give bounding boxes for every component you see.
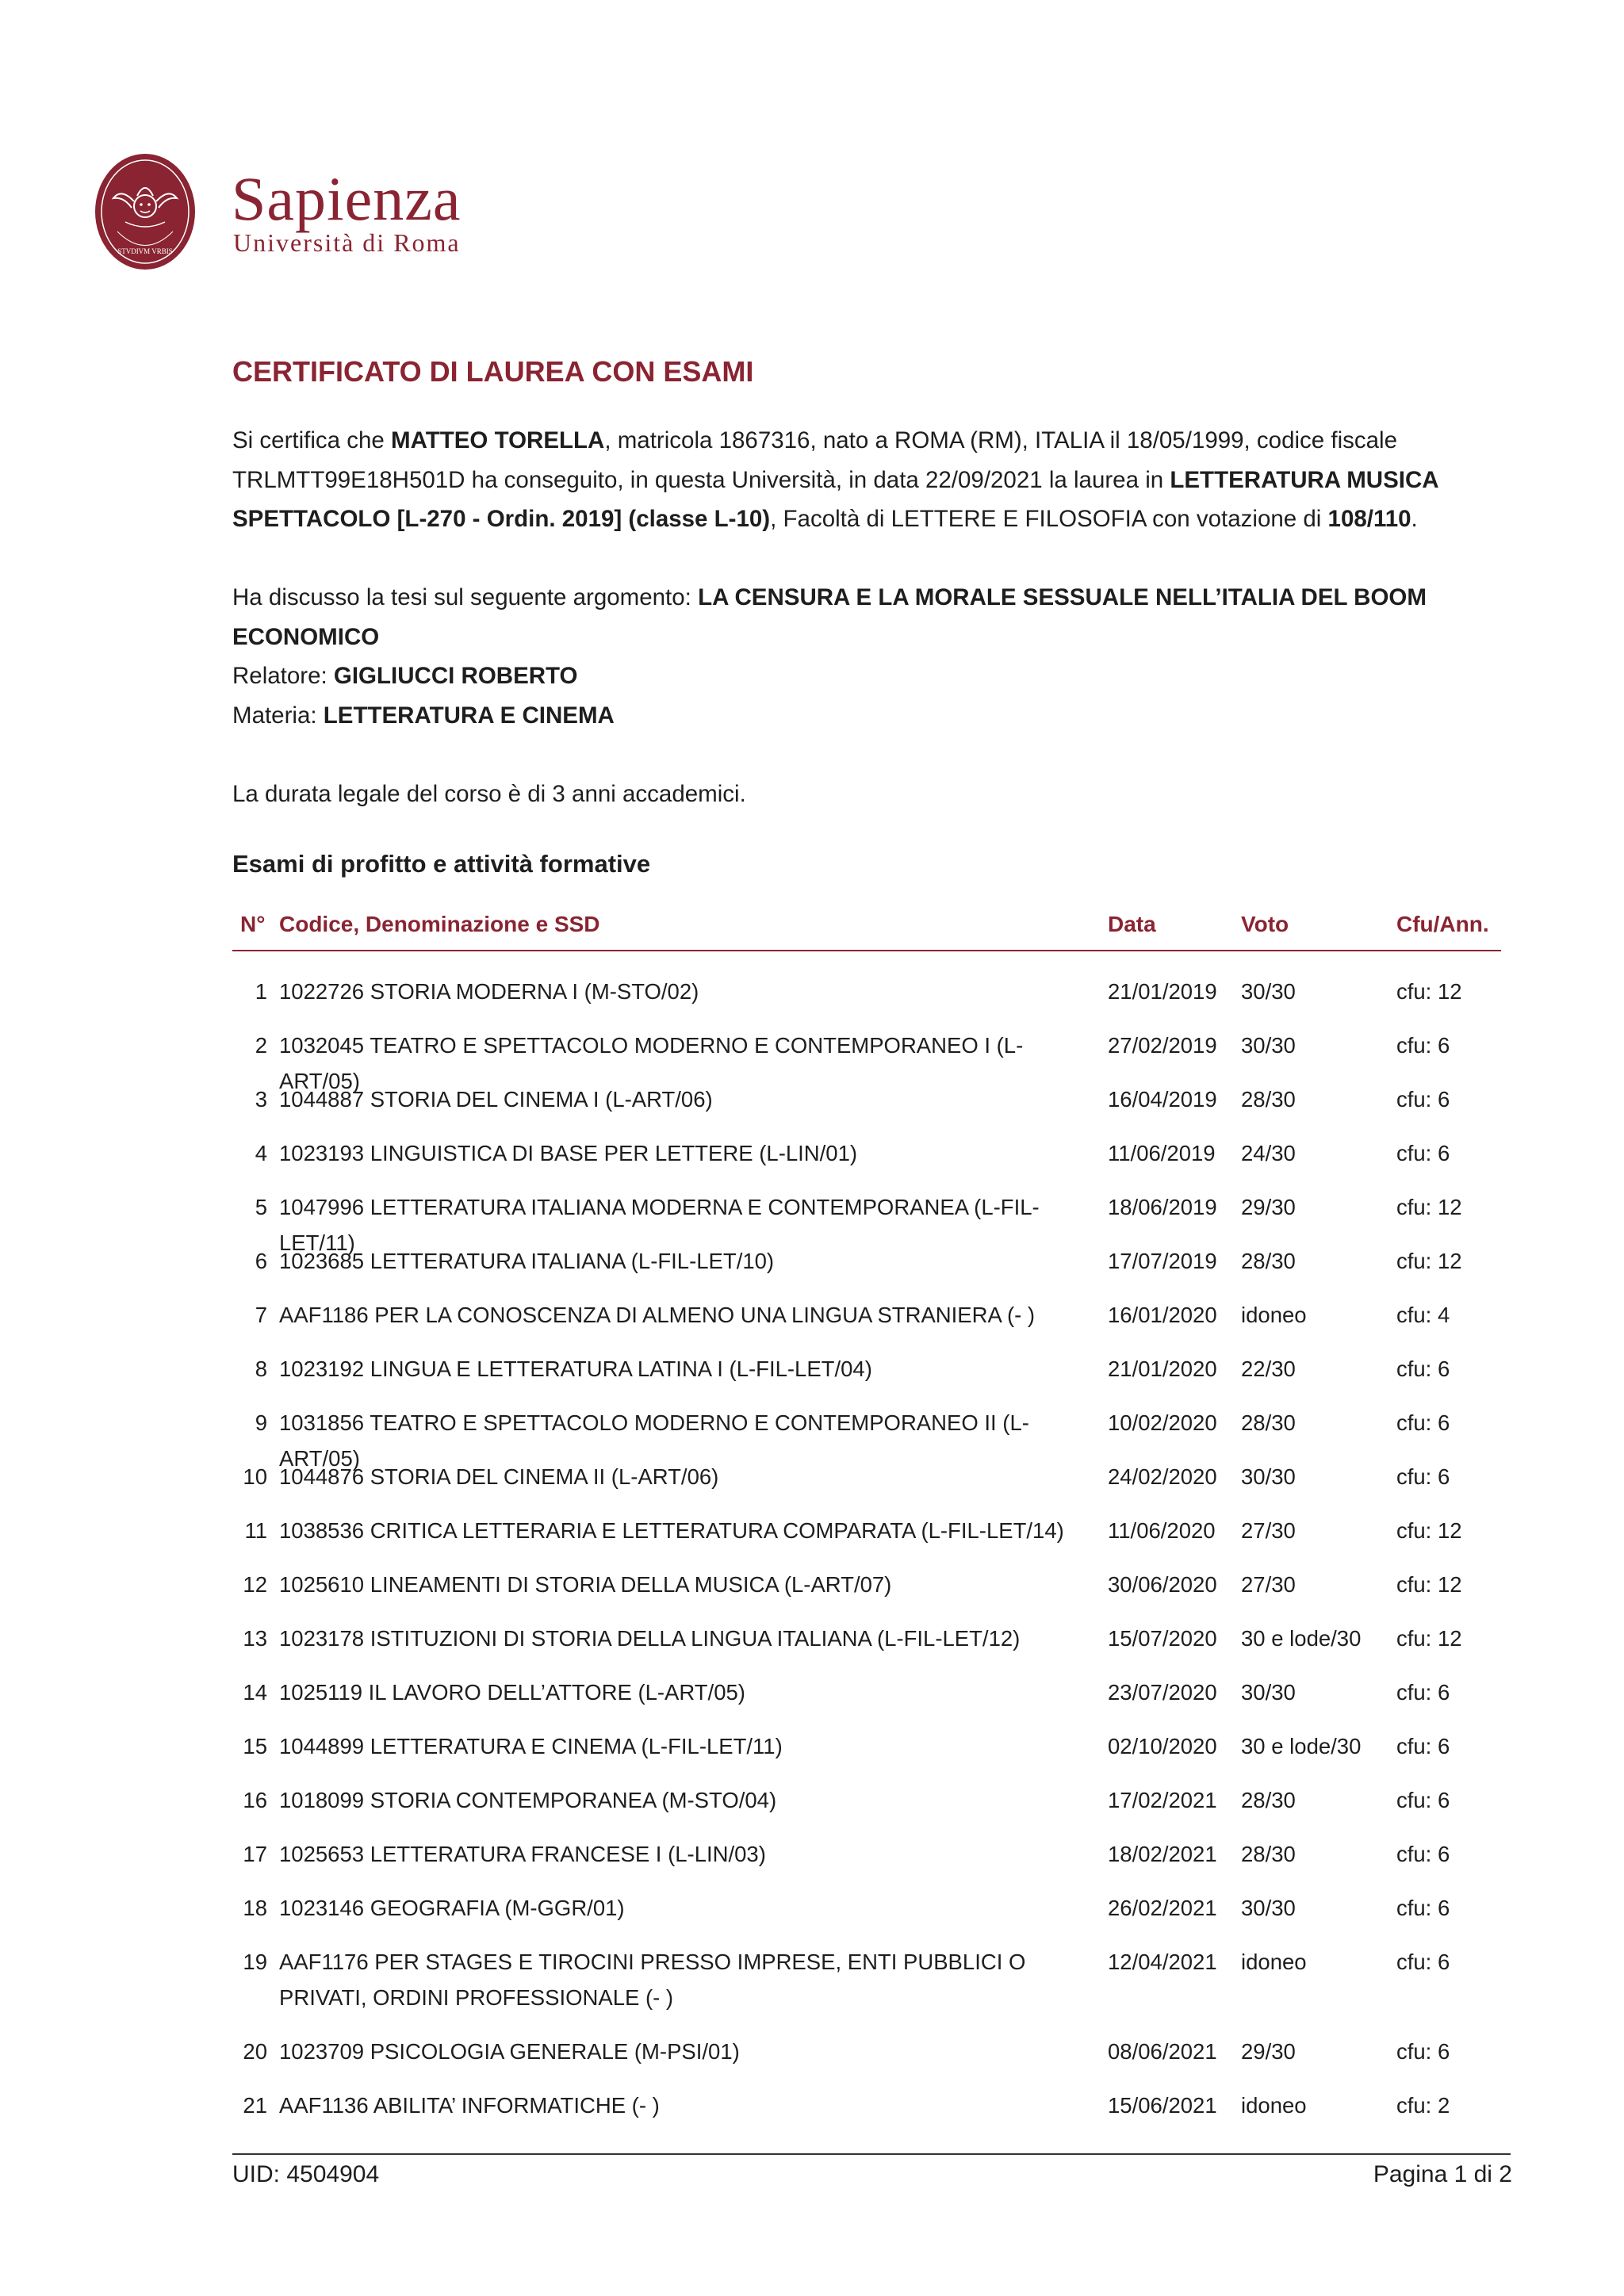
intro-paragraph: Si certifica che MATTEO TORELLA, matricola 1867316, nato a ROMA (RM), ITALIA il 18/05/1999, codice fiscale TRLMTT99E18H501D ha conseguito, in questa Università, in data 22/09/2021 la laurea in LETTERATURA MUSICA SPETTACOLO [L-270 - Ordin. 2019] (classe L-10), Facoltà di LETTERE E FILOSOFIA con votazione di 108/110.: [232, 427, 1438, 532]
footer-rule: [232, 2153, 1511, 2155]
table-row: 19 AAF1176 PER STAGES E TIROCINI PRESSO IMPRESE, ENTI PUBBLICI O PRIVATI, ORDINI PROFESSIONALE (- ) 12/04/2021 idoneo cfu: 6: [243, 1950, 1450, 2010]
exams-table: [0, 974, 1624, 2141]
table-row: 5 1047996 LETTERATURA ITALIANA MODERNA E CONTEMPORANEA (L-FIL-LET/11) 18/06/2019 29/30 cfu: 12: [255, 1195, 1462, 1255]
sapienza-seal-logo: [94, 152, 197, 271]
materia-name: LETTERATURA E CINEMA: [323, 702, 615, 729]
course-duration: La durata legale del corso è di 3 anni accademici.: [232, 781, 746, 807]
relatore-name: GIGLIUCCI ROBERTO: [333, 663, 578, 689]
table-row: 11 1038536 CRITICA LETTERARIA E LETTERATURA COMPARATA (L-FIL-LET/14) 11/06/2020 27/30 cfu: 12: [244, 1518, 1462, 1543]
table-row: 12 1025610 LINEAMENTI DI STORIA DELLA MUSICA (L-ART/07) 30/06/2020 27/30 cfu: 12: [243, 1572, 1462, 1597]
table-row: 18 1023146 GEOGRAFIA (M-GGR/01) 26/02/2021 30/30 cfu: 6: [243, 1896, 1450, 1920]
table-row: 13 1023178 ISTITUZIONI DI STORIA DELLA LINGUA ITALIANA (L-FIL-LET/12) 15/07/2020 30 e lode/30 cfu: 12: [243, 1626, 1462, 1651]
table-row: 8 1023192 LINGUA E LETTERATURA LATINA I (L-FIL-LET/04) 21/01/2020 22/30 cfu: 6: [255, 1357, 1450, 1381]
table-row: 20 1023709 PSICOLOGIA GENERALE (M-PSI/01) 08/06/2021 29/30 cfu: 6: [243, 2039, 1450, 2064]
header-code: Codice, Denominazione e SSD: [279, 912, 600, 936]
header-grade: Voto: [1241, 912, 1289, 936]
table-row: 9 1031856 TEATRO E SPETTACOLO MODERNO E CONTEMPORANEO II (L-ART/05) 10/02/2020 28/30 cfu: 6: [255, 1410, 1450, 1471]
page-number: Pagina 1 di 2: [1373, 2161, 1512, 2187]
header-date: Data: [1108, 912, 1156, 936]
materia-line: Materia: LETTERATURA E CINEMA: [232, 702, 615, 729]
table-row: 10 1044876 STORIA DEL CINEMA II (L-ART/06) 24/02/2020 30/30 cfu: 6: [243, 1464, 1450, 1489]
table-row: 15 1044899 LETTERATURA E CINEMA (L-FIL-LET/11) 02/10/2020 30 e lode/30 cfu: 6: [243, 1734, 1450, 1758]
university-name: Sapienza: [232, 164, 462, 233]
header-number: N°: [240, 912, 266, 936]
svg-text:STVDIVM VRBIS: STVDIVM VRBIS: [117, 247, 173, 255]
table-row: 7 AAF1186 PER LA CONOSCENZA DI ALMENO UNA LINGUA STRANIERA (- ) 16/01/2020 idoneo cfu: 4: [255, 1303, 1450, 1327]
degree-name: LETTERATURA MUSICA SPETTACOLO [L-270 - Ordin. 2019] (classe L-10): [232, 466, 1438, 532]
table-row: 2 1032045 TEATRO E SPETTACOLO MODERNO E CONTEMPORANEO I (L-ART/05) 27/02/2019 30/30 cfu: 6: [255, 1033, 1450, 1093]
student-name: MATTEO TORELLA: [391, 427, 605, 453]
table-row: 3 1044887 STORIA DEL CINEMA I (L-ART/06) 16/04/2019 28/30 cfu: 6: [255, 1087, 1450, 1112]
certificate-title: CERTIFICATO DI LAUREA CON ESAMI: [232, 355, 754, 388]
relatore-line: Relatore: GIGLIUCCI ROBERTO: [232, 663, 578, 689]
university-subtitle: Università di Roma: [233, 228, 461, 257]
exams-section-title: Esami di profitto e attività formative: [232, 850, 651, 878]
header-rule: [232, 950, 1501, 951]
thesis-topic: LA CENSURA E LA MORALE SESSUALE NELL’ITALIA DEL BOOM ECONOMICO: [232, 584, 1427, 650]
table-row: 16 1018099 STORIA CONTEMPORANEA (M-STO/04) 17/02/2021 28/30 cfu: 6: [243, 1788, 1450, 1812]
table-row: 4 1023193 LINGUISTICA DI BASE PER LETTERE (L-LIN/01) 11/06/2019 24/30 cfu: 6: [255, 1141, 1450, 1165]
document-uid: UID: 4504904: [232, 2161, 380, 2187]
table-row: 1 1022726 STORIA MODERNA I (M-STO/02) 21/01/2019 30/30 cfu: 12: [255, 979, 1462, 1004]
final-grade: 108/110: [1327, 506, 1411, 532]
table-row: 14 1025119 IL LAVORO DELL’ATTORE (L-ART/05) 23/07/2020 30/30 cfu: 6: [243, 1680, 1450, 1705]
table-row: 17 1025653 LETTERATURA FRANCESE I (L-LIN/03) 18/02/2021 28/30 cfu: 6: [243, 1842, 1450, 1866]
header-cfu: Cfu/Ann.: [1396, 912, 1489, 936]
thesis-topic-line: Ha discusso la tesi sul seguente argomento: LA CENSURA E LA MORALE SESSUALE NELL’ITALIA DEL BOOM ECONOMICO: [232, 584, 1427, 650]
thesis-block: [232, 578, 1525, 735]
table-row: 21 AAF1136 ABILITA’ INFORMATICHE (- ) 15/06/2021 idoneo cfu: 2: [243, 2093, 1450, 2118]
table-row: 6 1023685 LETTERATURA ITALIANA (L-FIL-LET/10) 17/07/2019 28/30 cfu: 12: [255, 1249, 1462, 1273]
